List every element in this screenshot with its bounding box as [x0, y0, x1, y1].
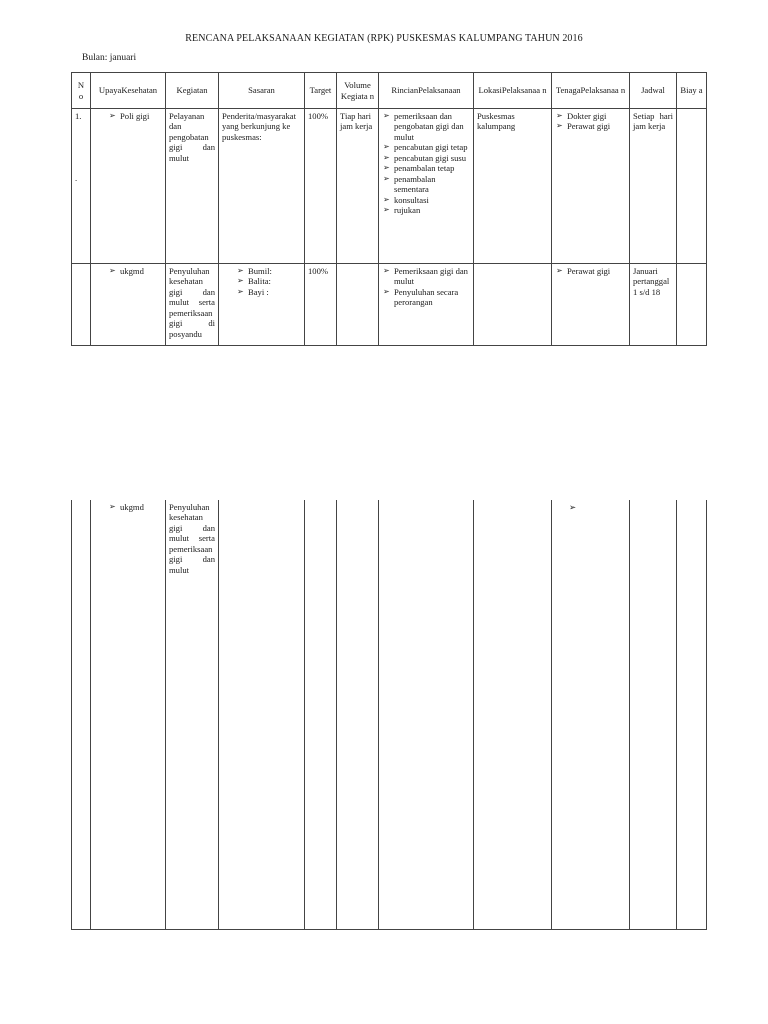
cell-lokasi [474, 500, 552, 930]
header-rincian-pelaksanaan: RincianPelaksanaan [379, 73, 474, 109]
cell-tenaga [552, 109, 630, 264]
sasaran-list [222, 266, 301, 297]
cell-kegiatan: Penyuluhan kesehatan gigi dan mulut serta pemeriksaan gigi di posyandu [166, 264, 219, 346]
cell-sasaran [219, 264, 305, 346]
table-row [72, 109, 707, 264]
arrow-bullet-icon: ➢ [556, 111, 563, 120]
tenaga-item [555, 266, 626, 276]
arrow-bullet-icon: ➢ [237, 266, 244, 275]
rincian-item [382, 174, 470, 195]
arrow-bullet-icon: ➢ [383, 205, 390, 215]
cell-upaya [91, 500, 166, 930]
rpk-table [71, 72, 707, 346]
cell-kegiatan: Penyuluhan kesehatan gigi dan mulut serta pemeriksaan gigi dan mulut [166, 500, 219, 930]
cell-tenaga [552, 264, 630, 346]
tenaga-list [555, 266, 626, 276]
table-row [72, 500, 707, 930]
header-upaya-kesehatan: UpayaKesehatan [91, 73, 166, 109]
tenaga-item-text: Perawat gigi [567, 121, 611, 132]
arrow-bullet-icon: ➢ [383, 194, 390, 204]
rpk-table-continued [71, 500, 707, 930]
cell-sasaran: Penderita/masyarakat yang berkunjung ke puskesmas: [219, 109, 305, 264]
cell-no [72, 500, 91, 930]
rincian-item-text: pemeriksaan dan pengobatan gigi dan mulut [394, 111, 464, 142]
header-target: Target [305, 73, 337, 109]
header-tenaga-pelaksanaan: TenagaPelaksanaa n [552, 73, 630, 109]
sasaran-item [236, 287, 301, 297]
rincian-item-text: penambalan sementara [394, 173, 436, 195]
rincian-item [382, 153, 470, 163]
cell-lokasi: Puskesmas kalumpang [474, 109, 552, 264]
cell-volume [337, 264, 379, 346]
arrow-bullet-icon: ➢ [383, 152, 390, 162]
arrow-bullet-icon: ➢ [109, 111, 116, 120]
tenaga-item [555, 121, 626, 131]
arrow-bullet-icon: ➢ [556, 266, 563, 275]
cell-target: 100% [305, 264, 337, 346]
header-sasaran: Sasaran [219, 73, 305, 109]
cell-lokasi [474, 264, 552, 346]
document-title: RENCANA PELAKSANAAN KEGIATAN (RPK) PUSKESMAS KALUMPANG TAHUN 2016 [185, 33, 583, 44]
arrow-bullet-icon: ➢ [383, 173, 390, 183]
sasaran-item-text: Bayi : [248, 286, 269, 297]
rincian-item-text: rujukan [394, 205, 421, 216]
list-item [108, 266, 162, 276]
rincian-item-text: konsultasi [394, 194, 429, 205]
cell-no [72, 264, 91, 346]
cell-rincian [379, 109, 474, 264]
cell-target: 100% [305, 109, 337, 264]
row-number: 1. [75, 111, 82, 121]
arrow-bullet-icon: ➢ [237, 276, 244, 286]
header-no: N o [72, 73, 91, 109]
rincian-item-text: Penyuluhan secara perorangan [394, 286, 459, 308]
header-lokasi-pelaksanaan: LokasiPelaksanaa n [474, 73, 552, 109]
row-number-mark: . [75, 173, 78, 184]
sasaran-item [236, 266, 301, 276]
cell-rincian [379, 500, 474, 930]
cell-volume: Tiap hari jam kerja [337, 109, 379, 264]
rincian-item-text: pencabutan gigi susu [394, 152, 467, 163]
cell-target [305, 500, 337, 930]
cell-biaya [677, 264, 707, 346]
header-volume-kegiatan: Volume Kegiata n [337, 73, 379, 109]
cell-kegiatan: Pelayanan dan pengobatan gigi dan mulut [166, 109, 219, 264]
arrow-bullet-icon: ➢ [237, 286, 244, 296]
header-kegiatan: Kegiatan [166, 73, 219, 109]
list-item [108, 111, 162, 121]
cell-upaya [91, 264, 166, 346]
upaya-label: ukgmd [120, 266, 144, 276]
rincian-item-text: penambalan tetap [394, 163, 455, 174]
rincian-item-text: Pemeriksaan gigi dan mulut [394, 266, 468, 287]
header-jadwal: Jadwal [630, 73, 677, 109]
arrow-bullet-icon: ➢ [109, 266, 116, 275]
rincian-item [382, 163, 470, 173]
upaya-label: Poli gigi [120, 111, 150, 121]
cell-biaya [677, 109, 707, 264]
arrow-bullet-icon: ➢ [383, 111, 390, 120]
rincian-item [382, 266, 470, 287]
rincian-item [382, 195, 470, 205]
cell-upaya [91, 109, 166, 264]
arrow-bullet-icon: ➢ [569, 502, 577, 512]
table-header-row [72, 73, 707, 109]
header-biaya: Biay a [677, 73, 707, 109]
rincian-item-text: pencabutan gigi tetap [394, 142, 468, 153]
sasaran-item [236, 276, 301, 286]
cell-jadwal: Januari pertanggal 1 s/d 18 [630, 264, 677, 346]
cell-no [72, 109, 91, 264]
cell-volume [337, 500, 379, 930]
upaya-label: ukgmd [120, 502, 144, 512]
tenaga-list [555, 111, 626, 132]
rincian-item [382, 142, 470, 152]
cell-jadwal [630, 500, 677, 930]
rincian-item [382, 111, 470, 142]
cell-jadwal: Setiap hari jam kerja [630, 109, 677, 264]
cell-sasaran [219, 500, 305, 930]
cell-biaya [677, 500, 707, 930]
arrow-bullet-icon: ➢ [383, 142, 390, 152]
rincian-item [382, 287, 470, 308]
sasaran-item-text: Balita: [248, 276, 271, 287]
rincian-item [382, 205, 470, 215]
rincian-list [382, 266, 470, 308]
month-label: Bulan: januari [82, 53, 137, 63]
cell-rincian [379, 264, 474, 346]
rincian-list [382, 111, 470, 216]
tenaga-item-text: Perawat gigi [567, 266, 611, 276]
tenaga-item-text: Dokter gigi [567, 111, 607, 121]
arrow-bullet-icon: ➢ [109, 502, 116, 511]
tenaga-item [555, 111, 626, 121]
sasaran-item-text: Bumil: [248, 266, 272, 276]
table-row [72, 264, 707, 346]
arrow-bullet-icon: ➢ [556, 121, 563, 131]
arrow-bullet-icon: ➢ [383, 163, 390, 173]
arrow-bullet-icon: ➢ [383, 286, 390, 296]
cell-tenaga [552, 500, 630, 930]
arrow-bullet-icon: ➢ [383, 266, 390, 275]
list-item [108, 502, 162, 512]
